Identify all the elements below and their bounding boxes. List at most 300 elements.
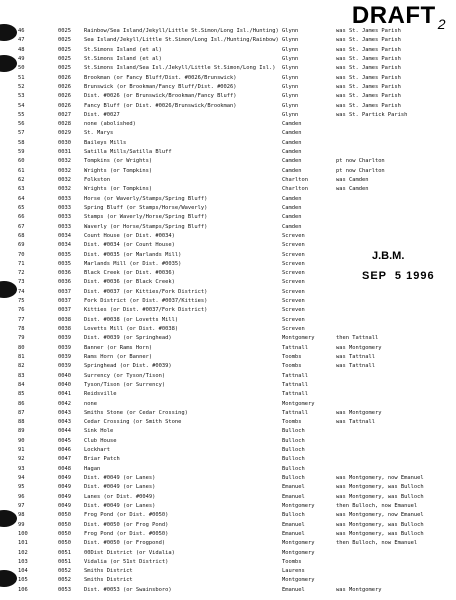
county: Screven (282, 316, 305, 323)
district-name: Dist. #0026 (or Brunswick/Brookman/Fancy Bluff) (84, 93, 237, 100)
county: Screven (282, 270, 305, 277)
county: Tattnall (282, 381, 308, 388)
county: Glynn (282, 46, 299, 53)
table-row (0, 400, 456, 409)
district-code: 0039 (58, 335, 71, 342)
county: Camden (282, 214, 302, 221)
county: Montgomery (282, 549, 315, 556)
row-number: 69 (18, 242, 25, 249)
district-code: 0034 (58, 232, 71, 239)
district-name: Marlands Mill (or Dist. #0035) (84, 260, 182, 267)
district-code: 0046 (58, 447, 71, 454)
note: pt now Charlton (336, 167, 385, 174)
row-number: 52 (18, 83, 25, 90)
district-code: 0049 (58, 484, 71, 491)
district-code: 0050 (58, 540, 71, 547)
county: Bulloch (282, 465, 305, 472)
district-code: 0049 (58, 475, 71, 481)
district-code: 0052 (58, 568, 71, 575)
county: Bulloch (282, 447, 305, 454)
row-number: 71 (18, 260, 25, 267)
district-name: Frog Pond (or Dist. #0050) (84, 530, 169, 537)
row-number: 82 (18, 363, 25, 370)
district-code: 0027 (58, 111, 71, 118)
district-code: 0026 (58, 93, 71, 100)
row-number: 62 (18, 177, 25, 183)
row-number: 93 (18, 465, 25, 472)
table-row (0, 185, 456, 194)
county: Toombs (282, 363, 302, 370)
county: Tattnall (282, 409, 308, 416)
table-row (0, 46, 456, 55)
district-code: 0025 (58, 55, 71, 62)
district-code: 0037 (58, 288, 71, 295)
district-name: Club House (84, 437, 117, 444)
note: was Tattnall (336, 419, 375, 426)
district-name: Vidalia (or 51st District) (84, 558, 169, 565)
district-code: 0033 (58, 195, 71, 202)
county: Camden (282, 121, 302, 128)
county: Camden (282, 149, 302, 156)
note: was St. James Parish (336, 28, 401, 34)
note: was St. James Parish (336, 65, 401, 72)
district-name: Dist. #0049 (or Lanes) (84, 502, 156, 509)
row-number: 100 (18, 530, 28, 537)
county: Bulloch (282, 437, 305, 444)
note: pt now Charlton (336, 158, 385, 165)
district-code: 0048 (58, 465, 71, 472)
district-name: Dist. #0049 (or Lanes) (84, 475, 156, 481)
row-number: 63 (18, 186, 25, 193)
row-number: 70 (18, 251, 25, 258)
district-name: Cedar Crossing (or Smith Stone (84, 419, 182, 426)
district-code: 0044 (58, 428, 71, 435)
table-row (0, 465, 456, 474)
table-row (0, 493, 456, 502)
note: was Montgomery (336, 344, 382, 351)
district-code: 0051 (58, 558, 71, 565)
district-name: Smiths District (84, 577, 133, 584)
district-code: 0025 (58, 37, 71, 44)
district-name: Smiths Stone (or Cedar Crossing) (84, 409, 188, 416)
district-code: 0047 (58, 456, 71, 463)
district-name: St. Marys (84, 130, 114, 137)
table-row (0, 446, 456, 455)
district-code: 0032 (58, 186, 71, 193)
table-row (0, 549, 456, 558)
row-number: 84 (18, 381, 25, 388)
row-number: 80 (18, 344, 25, 351)
table-row (0, 213, 456, 222)
note: was Montgomery, now Emanuel (336, 512, 424, 519)
row-number: 74 (18, 288, 25, 295)
district-code: 0036 (58, 270, 71, 277)
table-row (0, 260, 456, 269)
table-row (0, 539, 456, 548)
table-row (0, 64, 456, 73)
table-row (0, 362, 456, 371)
district-name: Reidsville (84, 391, 117, 398)
row-number: 99 (18, 521, 25, 528)
county: Glynn (282, 37, 299, 44)
note: was St. Partick Parish (336, 111, 408, 118)
table-row (0, 27, 456, 36)
county: Glynn (282, 74, 299, 81)
county: Glynn (282, 111, 299, 118)
row-number: 95 (18, 484, 25, 491)
row-number: 48 (18, 46, 25, 53)
district-name: Dist. #0038 (or Lovetts Mill) (84, 316, 179, 323)
county: Glynn (282, 65, 299, 72)
table-row (0, 418, 456, 427)
district-name: Banner (or Rams Horn) (84, 344, 153, 351)
district-name: Black Creek (or Dist. #0036) (84, 270, 175, 277)
district-code: 0045 (58, 437, 71, 444)
note: was St. James Parish (336, 102, 401, 109)
table-row (0, 334, 456, 343)
row-number: 75 (18, 298, 25, 305)
row-number: 87 (18, 409, 25, 416)
table-row (0, 167, 456, 176)
table-row (0, 325, 456, 334)
district-name: Lovetts Mill (or Dist. #0038) (84, 326, 179, 332)
row-number: 103 (18, 558, 28, 565)
row-number: 88 (18, 419, 25, 426)
district-name: Horse (or Waverly/Stamps/Spring Bluff) (84, 195, 208, 202)
district-name: Frog Pond (or Dist. #0050) (84, 512, 169, 519)
county: Tattnall (282, 344, 308, 351)
district-name: Satilla Mills/Satilla Bluff (84, 149, 172, 156)
note: then Tattnall (336, 335, 379, 342)
district-code: 0036 (58, 279, 71, 286)
district-name: Sink Hole (84, 428, 114, 435)
table-row (0, 474, 456, 483)
district-code: 0032 (58, 158, 71, 165)
district-name: Brunswick (or Brookman/Fancy Bluff/Dist. #0026) (84, 83, 237, 90)
table-row (0, 111, 456, 120)
table-row (0, 204, 456, 213)
county: Camden (282, 130, 302, 137)
table-row (0, 558, 456, 567)
county: Screven (282, 298, 305, 305)
district-name: Folkston (84, 177, 110, 183)
district-code: 0050 (58, 530, 71, 537)
county: Camden (282, 158, 302, 165)
county: Glynn (282, 102, 299, 109)
row-number: 55 (18, 111, 25, 118)
district-name: Smiths District (84, 568, 133, 575)
draft-stamp: DRAFT $_2$ (351, 2, 446, 32)
district-code: 0025 (58, 65, 71, 72)
county: Screven (282, 232, 305, 239)
district-code: 0035 (58, 251, 71, 258)
table-row (0, 567, 456, 576)
county: Camden (282, 223, 302, 230)
district-name: Tompkins (or Wrights) (84, 158, 153, 165)
row-number: 46 (18, 28, 25, 34)
district-name: Dist. #0034 (or Count House) (84, 242, 175, 249)
district-name: Dist. #0050 (or Frog Pond) (84, 521, 169, 528)
table-row (0, 120, 456, 129)
district-name: St.Simons Island/Sea Isl./Jekyll/Little St.Simon/Long Isl.) (84, 65, 276, 72)
row-number: 96 (18, 493, 25, 500)
district-name: Tyson/Tison (or Surrency) (84, 381, 166, 388)
row-number: 106 (18, 586, 28, 593)
row-number: 78 (18, 326, 25, 332)
row-number: 58 (18, 139, 25, 146)
table-row (0, 576, 456, 585)
row-number: 81 (18, 353, 25, 360)
note: was Montgomery, was Bulloch (336, 484, 424, 491)
row-number: 97 (18, 502, 25, 509)
county: Emanuel (282, 530, 305, 537)
district-code: 0037 (58, 298, 71, 305)
table-row (0, 297, 456, 306)
note: was St. James Parish (336, 83, 401, 90)
district-code: 0033 (58, 204, 71, 211)
county: Emanuel (282, 484, 305, 491)
row-number: 83 (18, 372, 25, 379)
county: Glynn (282, 93, 299, 100)
row-number: 49 (18, 55, 25, 62)
county: Charlton (282, 186, 308, 193)
table-row (0, 55, 456, 64)
county: Screven (282, 288, 305, 295)
table-row (0, 511, 456, 520)
district-name: Dist. #0050 (or Frogpond) (84, 540, 166, 547)
row-number: 72 (18, 270, 25, 277)
county: Bulloch (282, 475, 305, 481)
row-number: 90 (18, 437, 25, 444)
table-row (0, 148, 456, 157)
row-number: 59 (18, 149, 25, 156)
district-name: Fancy Bluff (or Dist. #0026/Brunswick/Brookman) (84, 102, 237, 109)
county: Glynn (282, 28, 299, 34)
table-row (0, 232, 456, 241)
district-code: 0037 (58, 307, 71, 314)
district-name: Briar Patch (84, 456, 120, 463)
note: was St. James Parish (336, 74, 401, 81)
row-number: 61 (18, 167, 25, 174)
table-row (0, 83, 456, 92)
row-number: 50 (18, 65, 25, 72)
table-row (0, 372, 456, 381)
district-name: St.Simons Island (et al) (84, 46, 162, 53)
row-number: 57 (18, 130, 25, 137)
district-code: 0029 (58, 130, 71, 137)
district-code: 0052 (58, 577, 71, 584)
county: Screven (282, 260, 305, 267)
district-name: Lockhart (84, 447, 110, 454)
table-row (0, 139, 456, 148)
county: Bulloch (282, 512, 305, 519)
table-row (0, 223, 456, 232)
district-name: Spring Bluff (or Stamps/Horse/Waverly) (84, 204, 208, 211)
draft-mark: 2 (437, 16, 446, 32)
row-number: 102 (18, 549, 28, 556)
district-name: Surrency (or Tyson/Tison) (84, 372, 166, 379)
district-code: 0026 (58, 102, 71, 109)
table-row (0, 176, 456, 185)
row-number: 51 (18, 74, 25, 81)
table-row (0, 502, 456, 511)
district-code: 0049 (58, 493, 71, 500)
row-number: 67 (18, 223, 25, 230)
row-number: 94 (18, 475, 25, 481)
county: Laurens (282, 568, 305, 575)
county: Bulloch (282, 428, 305, 435)
row-number: 98 (18, 512, 25, 519)
district-code: 0039 (58, 363, 71, 370)
district-code: 0049 (58, 502, 71, 509)
note: was Montgomery, was Bulloch (336, 530, 424, 537)
district-name: Kitties (or Dist. #0037/Fork District) (84, 307, 208, 314)
district-name: none (84, 400, 97, 407)
district-name: Count House (or Dist. #0034) (84, 232, 175, 239)
district-code: 0038 (58, 326, 71, 332)
county: Emanuel (282, 493, 305, 500)
county: Bulloch (282, 456, 305, 463)
district-name: Dist. #0053 (or Swainsboro) (84, 586, 172, 593)
district-name: St.Simons Island (et al) (84, 55, 162, 62)
table-row (0, 409, 456, 418)
county: Screven (282, 242, 305, 249)
district-name: 00Dist District (or Vidalia) (84, 549, 175, 556)
county: Screven (282, 251, 305, 258)
county: Tattnall (282, 372, 308, 379)
table-row (0, 129, 456, 138)
district-code: 0053 (58, 586, 71, 593)
district-name: Springhead (or Dist. #0039) (84, 363, 172, 370)
district-code: 0042 (58, 400, 71, 407)
district-name: Stamps (or Waverly/Horse/Spring Bluff) (84, 214, 208, 221)
county: Camden (282, 139, 302, 146)
note: then Bulloch, now Emanuel (336, 502, 418, 509)
county: Camden (282, 195, 302, 202)
date-stamp: SEP 5 1996 (362, 270, 435, 282)
county: Emanuel (282, 586, 305, 593)
district-name: Waverly (or Horse/Stamps/Spring Bluff) (84, 223, 208, 230)
county: Screven (282, 326, 305, 332)
table-row (0, 483, 456, 492)
county: Montgomery (282, 400, 315, 407)
row-number: 101 (18, 540, 28, 547)
district-code: 0033 (58, 214, 71, 221)
row-number: 85 (18, 391, 25, 398)
county: Emanuel (282, 521, 305, 528)
note: was Camden (336, 186, 369, 193)
note: was Montgomery, was Bulloch (336, 493, 424, 500)
row-number: 79 (18, 335, 25, 342)
district-name: Rainbow/Sea Island/Jekyll/Little St.Simon/Long Isl./Hunting) (84, 28, 279, 34)
row-number: 92 (18, 456, 25, 463)
district-name: Dist. #0037 (or Kitties/Fork District) (84, 288, 208, 295)
table-row (0, 530, 456, 539)
row-number: 65 (18, 204, 25, 211)
district-name: Dist. #0027 (84, 111, 120, 118)
table-row (0, 288, 456, 297)
district-name: Rams Horn (or Banner) (84, 353, 153, 360)
table-row (0, 74, 456, 83)
district-code: 0032 (58, 177, 71, 183)
district-name: Lanes (or Dist. #0049) (84, 493, 156, 500)
table-row (0, 316, 456, 325)
row-number: 64 (18, 195, 25, 202)
district-code: 0043 (58, 409, 71, 416)
district-code: 0050 (58, 512, 71, 519)
table-row (0, 586, 456, 595)
district-code: 0028 (58, 121, 71, 128)
district-code: 0039 (58, 353, 71, 360)
table-row (0, 278, 456, 287)
county: Tattnall (282, 391, 308, 398)
table-row (0, 521, 456, 530)
table-row (0, 269, 456, 278)
county: Toombs (282, 353, 302, 360)
district-name: Wrights (or Tompkins) (84, 186, 153, 193)
row-number: 77 (18, 316, 25, 323)
table-row (0, 102, 456, 111)
district-code: 0030 (58, 139, 71, 146)
note: was St. James Parish (336, 55, 401, 62)
note: was Montgomery (336, 409, 382, 416)
row-number: 73 (18, 279, 25, 286)
county: Charlton (282, 177, 308, 183)
county: Screven (282, 307, 305, 314)
district-code: 0026 (58, 74, 71, 81)
district-code: 0034 (58, 242, 71, 249)
note: then Bulloch, now Emanuel (336, 540, 418, 547)
county: Screven (282, 279, 305, 286)
row-number: 53 (18, 93, 25, 100)
district-code: 0040 (58, 372, 71, 379)
county: Montgomery (282, 502, 315, 509)
county: Glynn (282, 83, 299, 90)
row-number: 60 (18, 158, 25, 165)
district-name: Wrights (or Tompkins) (84, 167, 153, 174)
district-code: 0039 (58, 344, 71, 351)
district-code: 0025 (58, 28, 71, 34)
note: was Montgomery, was Bulloch (336, 521, 424, 528)
table-row (0, 455, 456, 464)
table-row (0, 353, 456, 362)
row-number: 47 (18, 37, 25, 44)
table-row (0, 381, 456, 390)
row-number: 104 (18, 568, 28, 575)
row-number: 54 (18, 102, 25, 109)
table-row (0, 241, 456, 250)
table-row (0, 36, 456, 45)
district-code: 0031 (58, 149, 71, 156)
note: was Tattnall (336, 363, 375, 370)
note: was Montgomery (336, 586, 382, 593)
district-code: 0041 (58, 391, 71, 398)
row-number: 56 (18, 121, 25, 128)
table-row (0, 195, 456, 204)
table-row (0, 390, 456, 399)
table-row (0, 437, 456, 446)
district-code: 0040 (58, 381, 71, 388)
row-number: 89 (18, 428, 25, 435)
district-code: 0026 (58, 83, 71, 90)
district-code: 0038 (58, 316, 71, 323)
district-code: 0033 (58, 223, 71, 230)
row-number: 68 (18, 232, 25, 239)
district-list (0, 27, 456, 595)
district-name: Dist. #0036 (or Black Creek) (84, 279, 175, 286)
district-code: 0051 (58, 549, 71, 556)
county: Camden (282, 167, 302, 174)
